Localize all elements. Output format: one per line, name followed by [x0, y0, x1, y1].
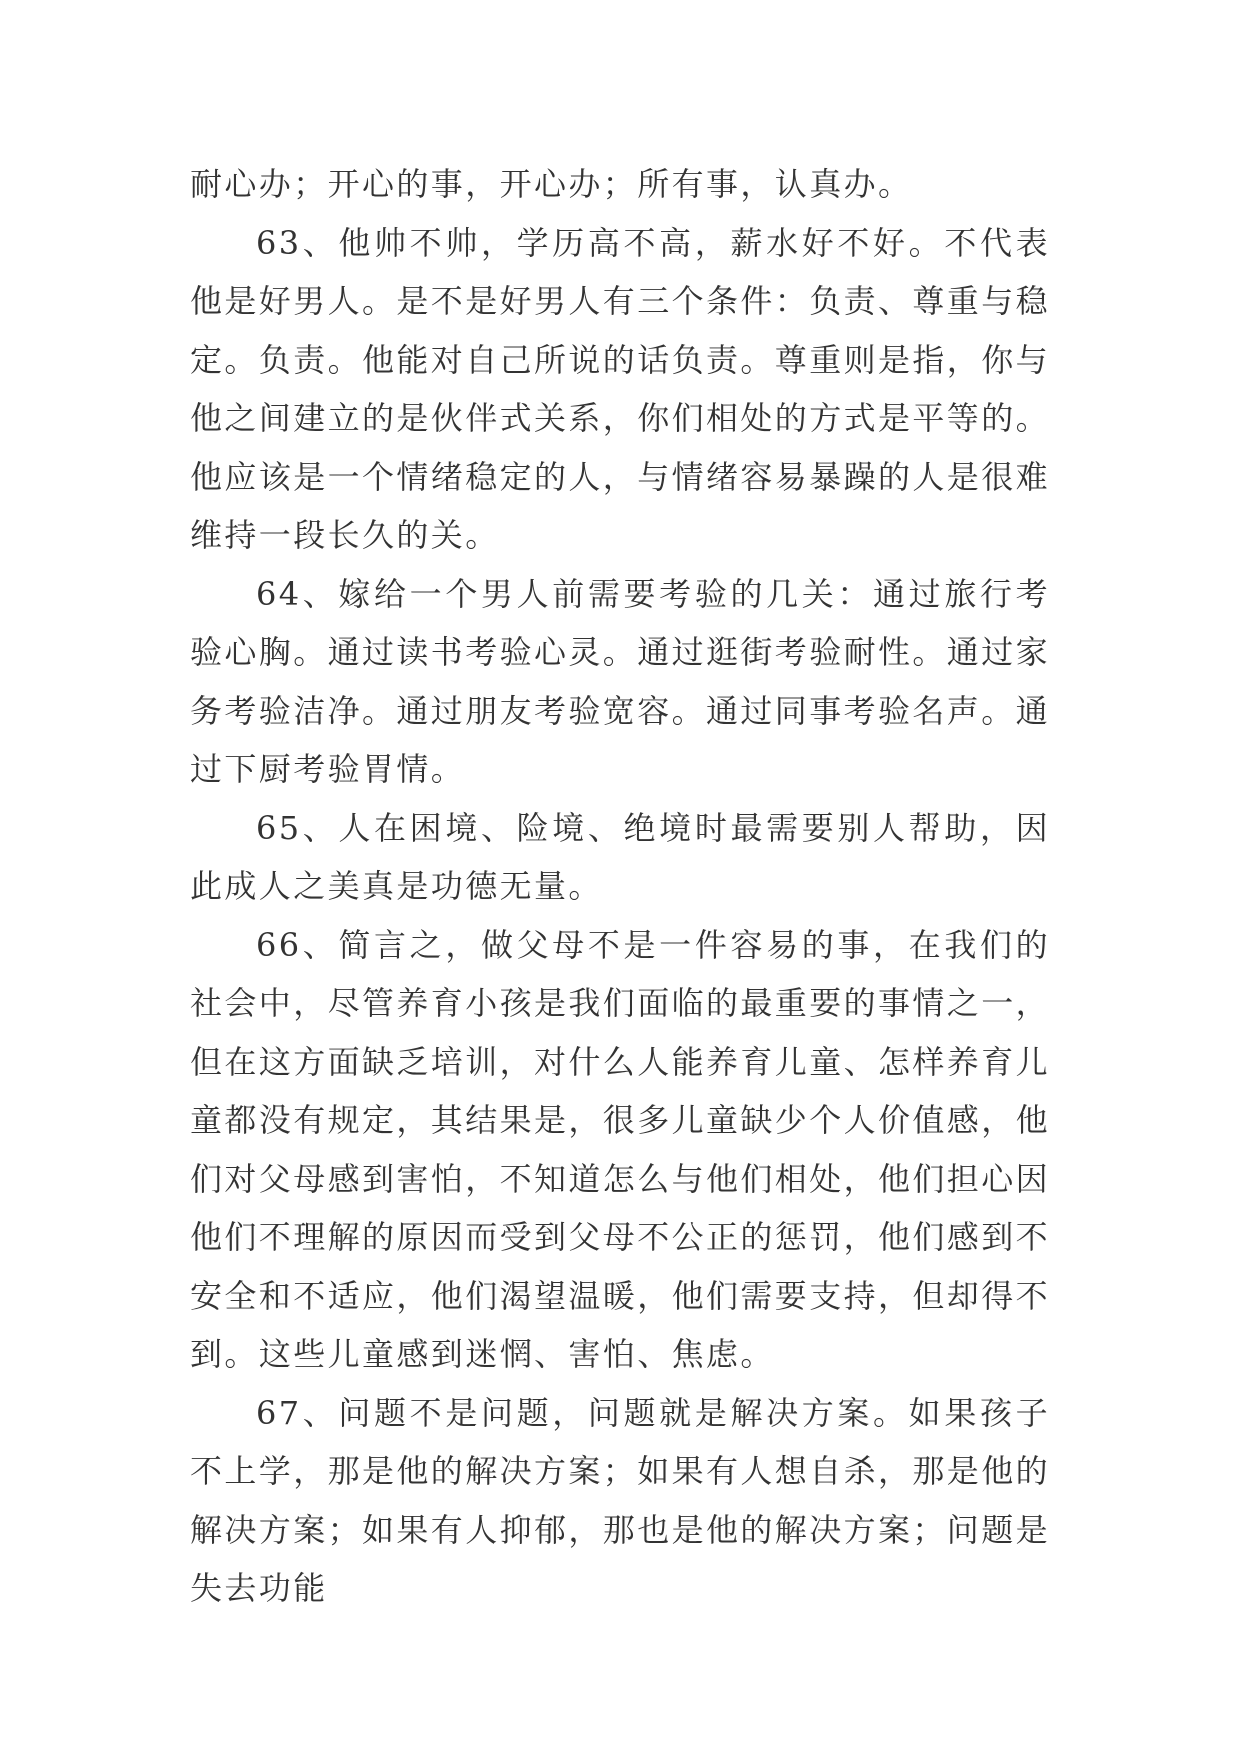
paragraph-66: 66、简言之，做父母不是一件容易的事，在我们的社会中，尽管养育小孩是我们面临的最重要的事情之一，但在这方面缺乏培训，对什么人能养育儿童、怎样养育儿童都没有规定，其结果是，很多儿童缺少个人价值感，他们对父母感到害怕，不知道怎么与他们相处，他们担心因他们不理解的原因而受到父母不公正的惩罚，他们感到不安全和不适应，他们渴望温暖，他们需要支持，但却得不到。这些儿童感到迷惘、害怕、焦虑。 [190, 925, 1051, 1373]
paragraph-65: 65、人在困境、险境、绝境时最需要别人帮助，因此成人之美真是功德无量。 [190, 808, 1050, 905]
paragraph-67: 67、问题不是问题，问题就是解决方案。如果孩子不上学，那是他的解决方案；如果有人想自杀，那是他的解决方案；如果有人抑郁，那也是他的解决方案；问题是失去功能 [190, 1393, 1051, 1607]
paragraph-63: 63、他帅不帅，学历高不高，薪水好不好。不代表他是好男人。是不是好男人有三个条件：负责、尊重与稳定。负责。他能对自己所说的话负责。尊重则是指，你与他之间建立的是伙伴式关系，你们相处的方式是平等的。他应该是一个情绪稳定的人，与情绪容易暴躁的人是很难维持一段长久的关。 [190, 223, 1051, 554]
paragraph-continued: 耐心办；开心的事，开心办；所有事，认真办。 [190, 165, 913, 203]
text-body [190, 155, 1050, 1618]
paragraph-64: 64、嫁给一个男人前需要考验的几关：通过旅行考验心胸。通过读书考验心灵。通过逛街考验耐性。通过家务考验洁净。通过朋友考验宽容。通过同事考验名声。通过下厨考验胃情。 [190, 574, 1051, 788]
